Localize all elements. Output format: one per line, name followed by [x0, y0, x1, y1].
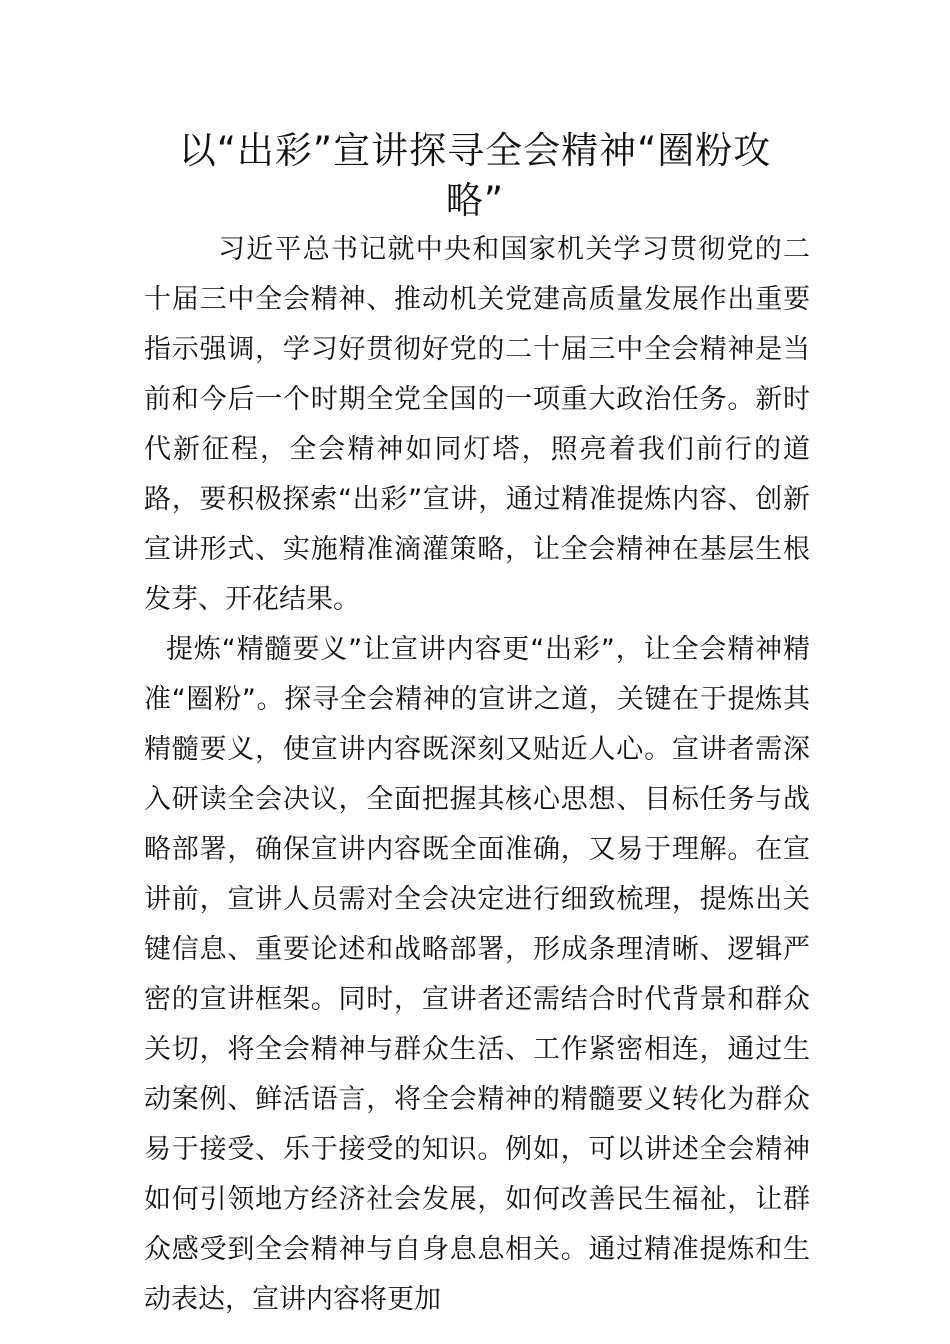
body-paragraph: 提炼“精髓要义”让宣讲内容更“出彩”，让全会精神精准“圈粉”。探寻全会精神的宣讲之道，关键在于提炼其精髓要义，使宣讲内容既深刻又贴近人心。宣讲者需深入研读全会决议，全面把握其核心思想、目标任务与战略部署，确保宣讲内容既全面准确，又易于理解。在宣讲前，宣讲人员需对全会决定进行细致梳理，提炼出关键信息、重要论述和战略部署，形成条理清晰、逻辑严密的宣讲框架。同时，宣讲者还需结合时代背景和群众关切，将全会精神与群众生活、工作紧密相连，通过生动案例、鲜活语言，将全会精神的精髓要义转化为群众易于接受、乐于接受的知识。例如，可以讲述全会精神如何引领地方经济社会发展，如何改善民生福祉，让群众感受到全会精神与自身息息相关。通过精准提炼和生动表达，宣讲内容将更加: [144, 634, 810, 1315]
body-paragraph: 习近平总书记就中央和国家机关学习贯彻党的二十届三中全会精神、推动机关党建高质量发展作出重要指示强调，学习好贯彻好党的二十届三中全会精神是当前和今后一个时期全党全国的一项重大政治任务。新时代新征程，全会精神如同灯塔，照亮着我们前行的道路，要积极探索“出彩”宣讲，通过精准提炼内容、创新宣讲形式、实施精准滴灌策略，让全会精神在基层生根发芽、开花结果。: [144, 234, 810, 615]
document-body: [144, 225, 810, 1325]
document-title: 以“出彩”宣讲探寻全会精神“圈粉攻略”: [178, 129, 772, 222]
